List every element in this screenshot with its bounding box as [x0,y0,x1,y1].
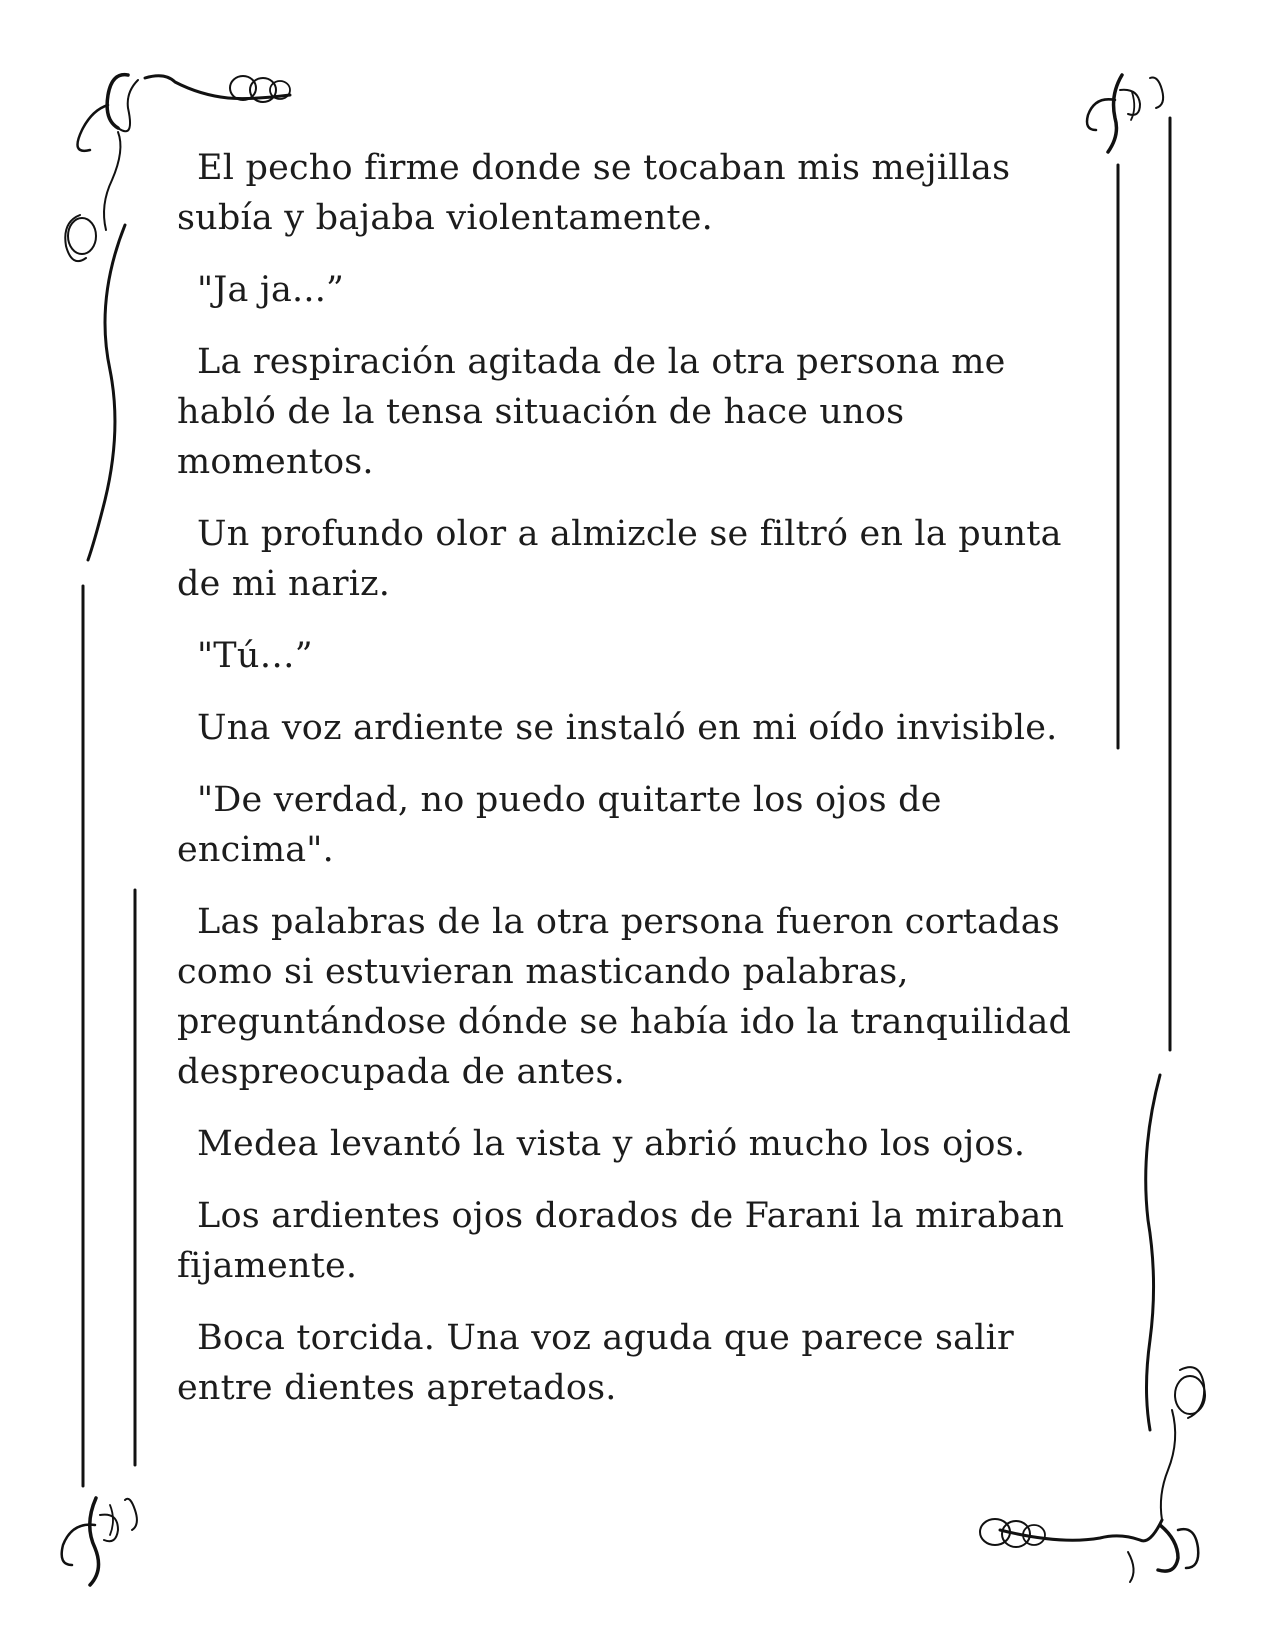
flourish-bottom-left-icon [62,1498,137,1585]
paragraph: Las palabras de la otra persona fueron cortadas como si estuvieran masticando palabras, preguntándose dónde se había ido la tranquilidad despreocupada de antes. [177,902,1072,1092]
paragraph: "De verdad, no puedo quitarte los ojos de encima". [177,780,942,870]
paragraph: Los ardientes ojos dorados de Farani la miraban fijamente. [177,1196,1065,1286]
paragraph: Un profundo olor a almizcle se filtró en la punta de mi nariz. [177,514,1062,604]
flourish-top-right-icon [1087,75,1163,152]
paragraph: El pecho firme donde se tocaban mis mejillas subía y bajaba violentamente. [177,148,1011,238]
paragraph: "Tú…” [197,636,313,676]
paragraph: Medea levantó la vista y abrió mucho los ojos. [197,1124,1026,1164]
paragraph: Boca torcida. Una voz aguda que parece salir entre dientes apretados. [177,1318,1014,1408]
paragraph: "Ja ja...” [197,270,345,310]
body-text [177,143,1087,1435]
paragraph: La respiración agitada de la otra persona me habló de la tensa situación de hace unos momentos. [177,342,1006,482]
paragraph: Una voz ardiente se instaló en mi oído invisible. [197,708,1058,748]
